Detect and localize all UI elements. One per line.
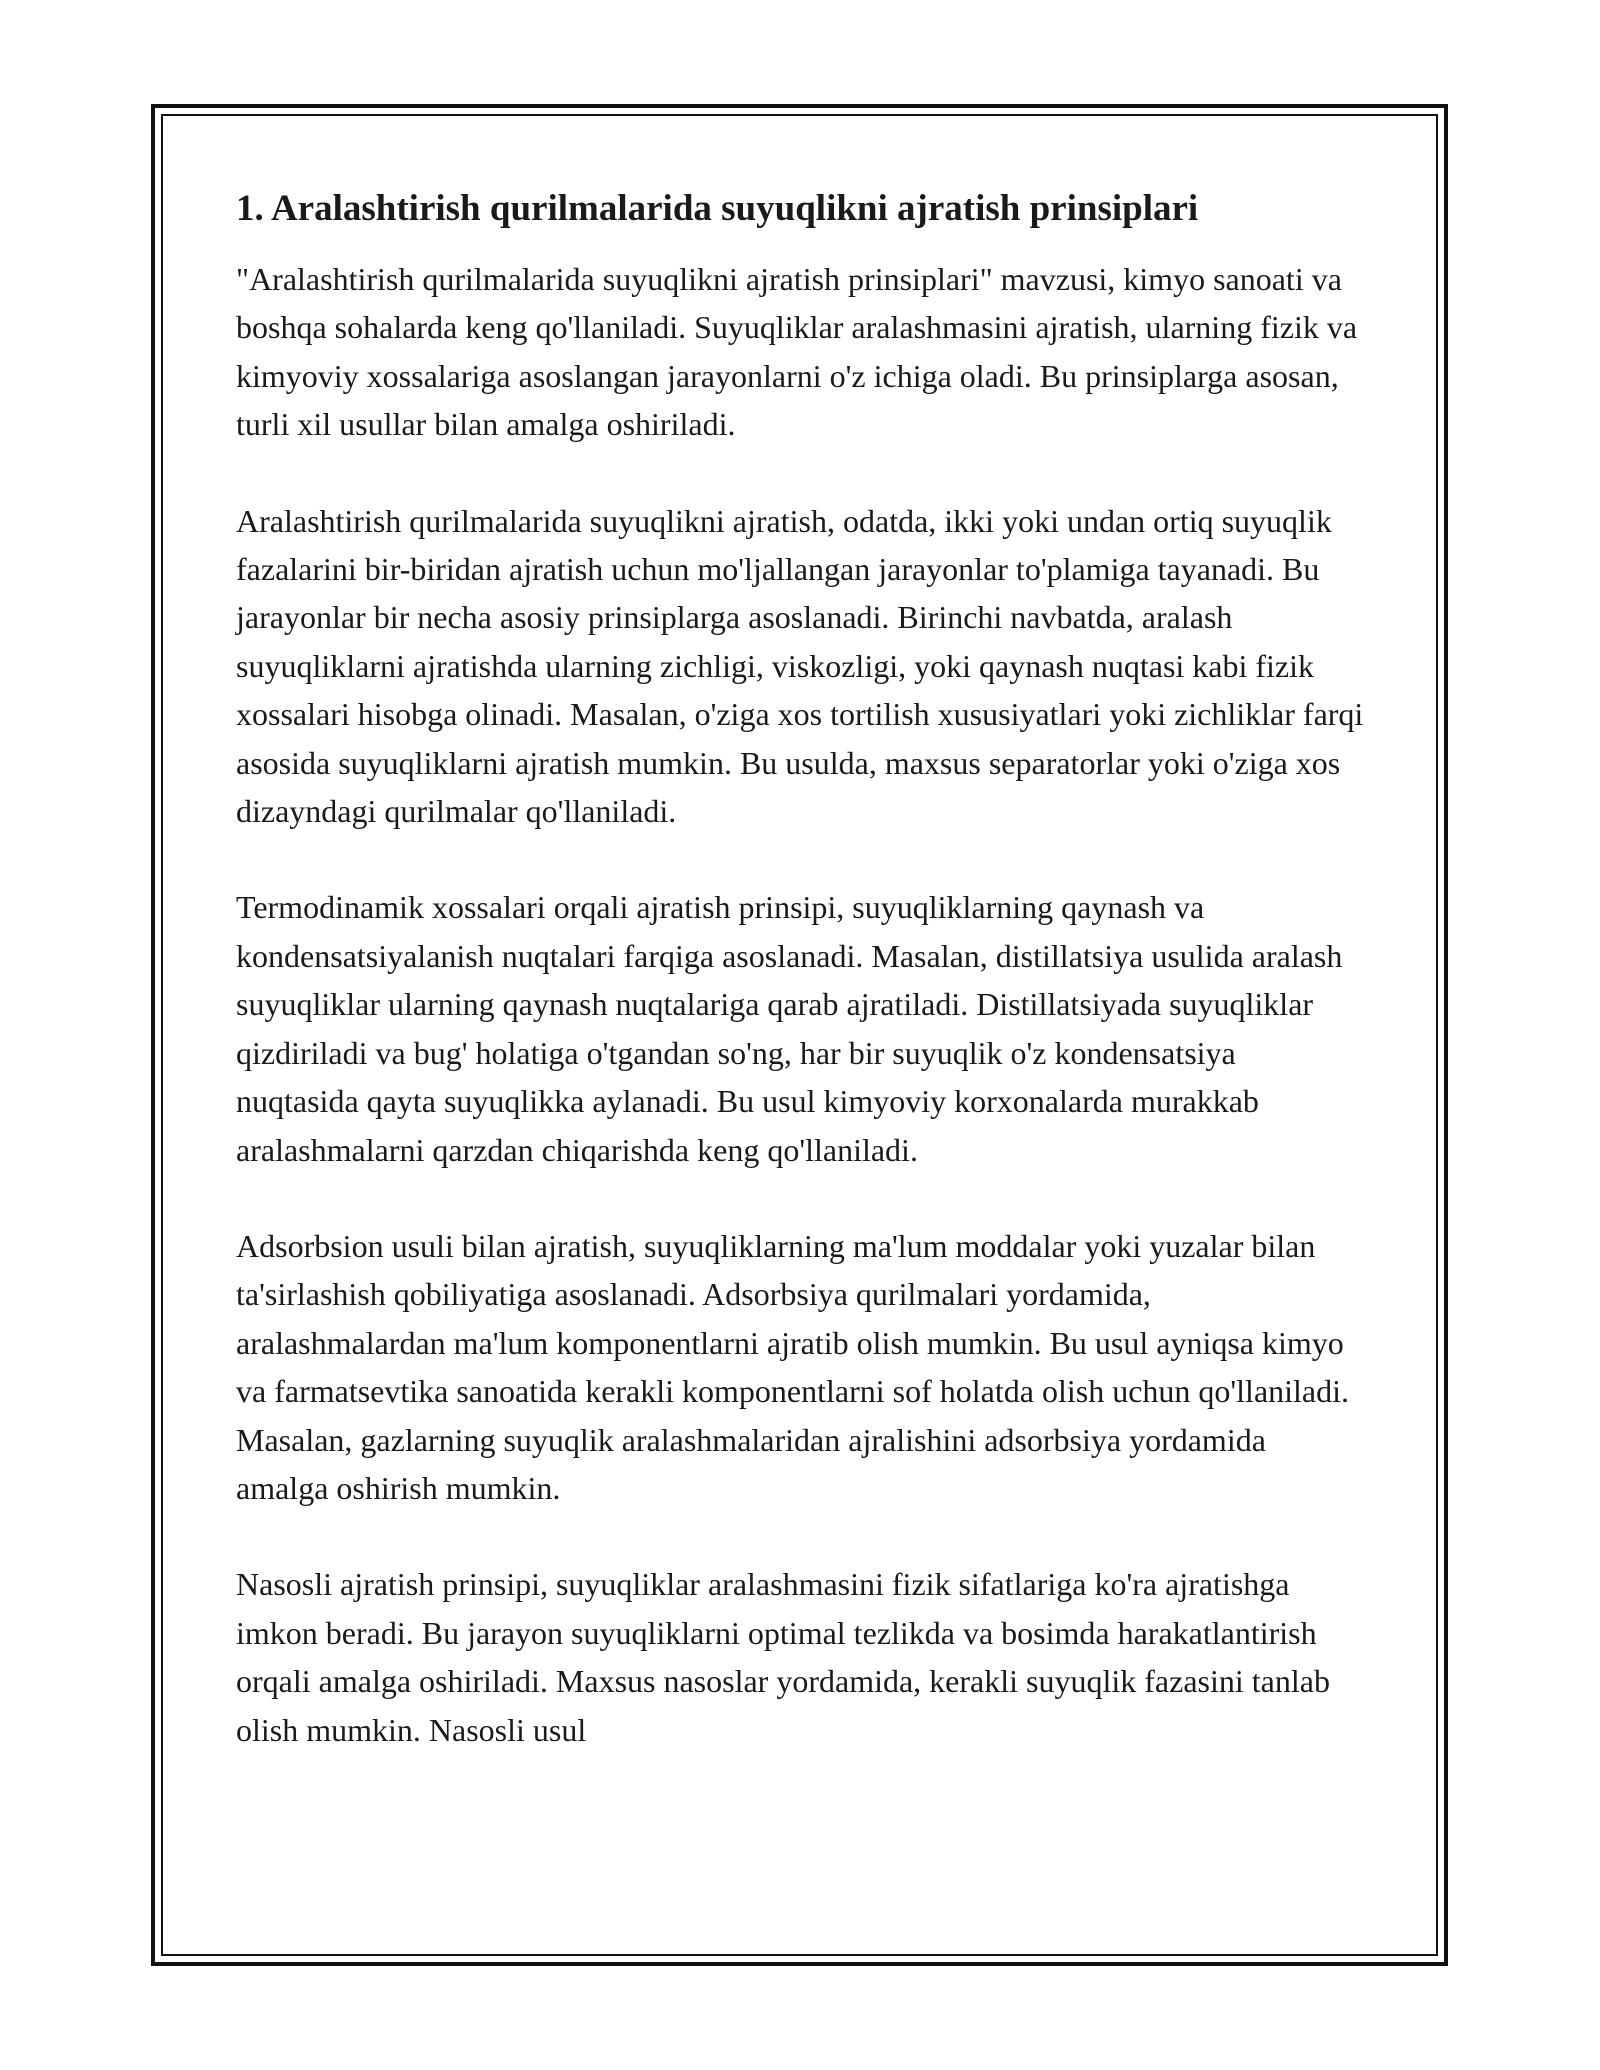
paragraph-thermodynamic: Termodinamik xossalari orqali ajratish prinsipi, suyuqliklarning qaynash va kondensatsiyalanish nuqtalari farqiga asoslanadi. Masalan, distillatsiya usulida aralash suyuqliklar ularning qaynash nuqtalariga qarab ajratiladi. Distillatsiyada suyuqliklar qizdiriladi va bug' holatiga o'tgandan so'ng, har bir suyuqlik o'z kondensatsiya nuqtasida qayta suyuqlikka aylanadi. Bu usul kimyoviy korxonalarda murakkab aralashmalarni qarzdan chiqarishda keng qo'llaniladi. xyxy=(236,889,1343,1168)
paragraph-pump: Nasosli ajratish prinsipi, suyuqliklar aralashmasini fizik sifatlariga ko'ra ajratishga imkon beradi. Bu jarayon suyuqliklarni optimal tezlikda va bosimda harakatlantirish orqali amalga oshiriladi. Maxsus nasoslar yordamida, kerakli suyuqlik fazasini tanlab olish mumkin. Nasosli usul xyxy=(236,1566,1330,1748)
paragraph-intro: "Aralashtirish qurilmalarida suyuqlikni ajratish prinsiplari" mavzusi, kimyo sanoati va boshqa sohalarda keng qo'llaniladi. Suyuqliklar aralashmasini ajratish, ularning fizik va kimyoviy xossalariga asoslangan jarayonlarni o'z ichiga oladi. Bu prinsiplarga asosan, turli xil usullar bilan amalga oshiriladi. xyxy=(236,261,1358,443)
paragraph-physical-principles: Aralashtirish qurilmalarida suyuqlikni ajratish, odatda, ikki yoki undan ortiq suyuqlik fazalarini bir-biridan ajratish uchun mo'ljallangan jarayonlar to'plamiga tayanadi. Bu jarayonlar bir necha asosiy prinsiplarga asoslanadi. Birinchi navbatda, aralash suyuqliklarni ajratishda ularning zichligi, viskozligi, yoki qaynash nuqtasi kabi fizik xossalari hisobga olinadi. Masalan, o'ziga xos tortilish xususiyatlari yoki zichliklar farqi asosida suyuqliklarni ajratish mumkin. Bu usulda, maxsus separatorlar yoki o'ziga xos dizayndagi qurilmalar qo'llaniladi. xyxy=(236,502,1364,830)
document-body xyxy=(236,183,1366,1802)
section-title: 1. Aralashtirish qurilmalarida suyuqlikni ajratish prinsiplari xyxy=(236,188,1199,229)
paragraph-adsorption: Adsorbsion usuli bilan ajratish, suyuqliklarning ma'lum moddalar yoki yuzalar bilan ta'sirlashish qobiliyatiga asoslanadi. Adsorbsiya qurilmalari yordamida, aralashmalardan ma'lum komponentlarni ajratib olish mumkin. Bu usul ayniqsa kimyo va farmatsevtika sanoatida kerakli komponentlarni sof holatda olish uchun qo'llaniladi. Masalan, gazlarning suyuqlik aralashmalaridan ajralishini adsorbsiya yordamida amalga oshirish mumkin. xyxy=(236,1227,1350,1506)
